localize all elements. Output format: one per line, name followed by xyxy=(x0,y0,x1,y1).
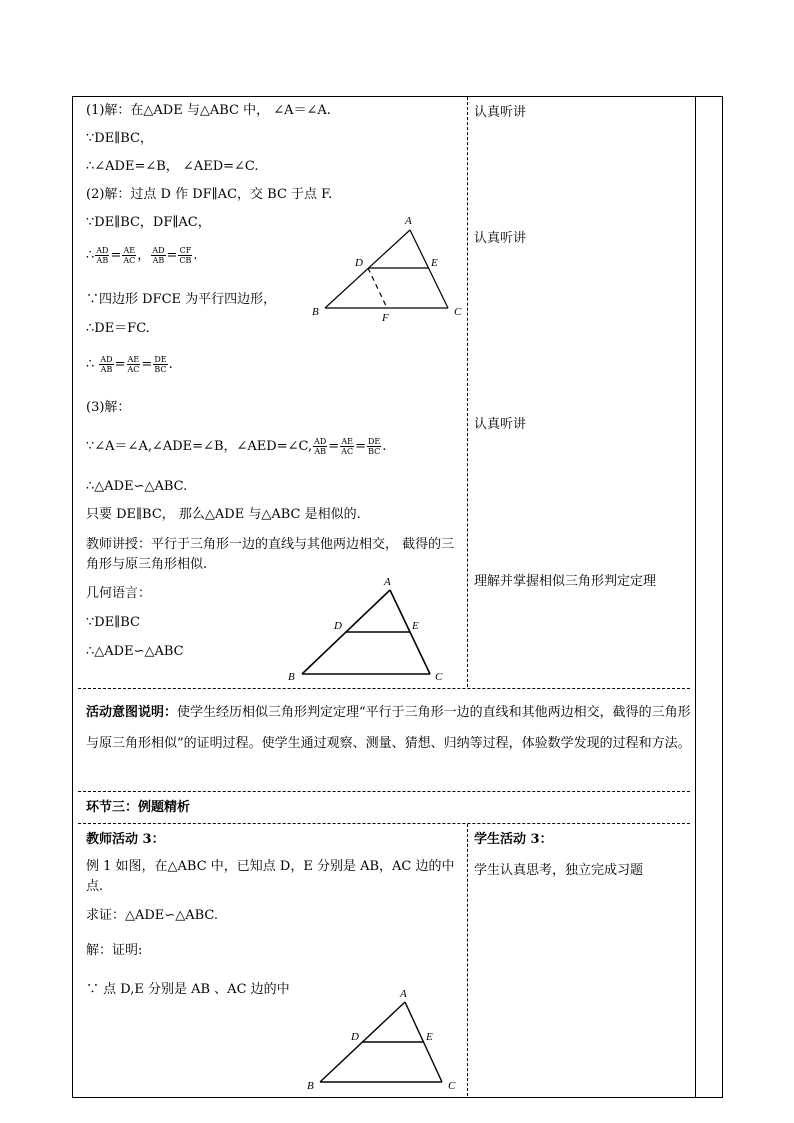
label-d: D xyxy=(355,257,363,269)
part2-intro: (2)解：过点 D 作 DF∥AC，交 BC 于点 F. xyxy=(86,187,333,202)
teacher-explanation: 教师讲授：平行于三角形一边的直线与其他两边相交， 截得的三角形与原三角形相似. xyxy=(86,537,455,572)
row-divider-2 xyxy=(78,791,690,792)
geometry-line2: ∴△ADE∽△ABC xyxy=(86,644,184,659)
fraction-ae-ac: $\frac{AE}{AC}$ xyxy=(123,246,136,265)
solution-label: 解：证明: xyxy=(86,943,143,958)
prove-statement: 求证：△ADE∽△ABC. xyxy=(86,908,218,923)
geometry-line1: ∵DE∥BC xyxy=(86,615,140,630)
section3-header: 环节三：例题精析 xyxy=(86,800,191,815)
column-divider-top xyxy=(467,97,468,687)
part3-intro: (3)解： xyxy=(86,400,131,415)
part1-line2: ∴∠ADE=∠B， ∠AED=∠C. xyxy=(86,159,259,174)
table-top-border xyxy=(72,96,723,97)
fraction-ad-ab-3: $\frac{AD}{AB}$ xyxy=(100,355,113,374)
activity-intent xyxy=(86,697,694,759)
teacher-activity-label: 教师活动 3： xyxy=(86,832,165,847)
fraction-ae-ac-3: $\frac{AE}{AC}$ xyxy=(341,437,354,456)
label-d: D xyxy=(351,1031,359,1043)
row-divider-3 xyxy=(78,823,690,824)
activity-intent-text: 使学生经历相似三角形判定定理“平行于三角形一边的直线和其他两边相交，截得的三角形与原三角形相似”的证明过程。使学生通过观察、测量、猜想、归纳等过程，体验数学发现的过程和方法。 xyxy=(86,705,691,751)
part2-line3: ∵四边形 DFCE 为平行四边形， xyxy=(86,292,277,307)
example-1-text: 例 1 如图，在△ABC 中，已知点 D，E 分别是 AB，AC 边的中点. xyxy=(86,859,455,894)
student-response-3: 认真听讲 xyxy=(474,417,527,432)
part2-line1: ∵DE∥BC，DF∥AC， xyxy=(86,215,211,230)
part3-line2: ∴△ADE∽△ABC. xyxy=(86,479,188,494)
label-a: A xyxy=(384,576,391,588)
student-response-4: 理解并掌握相似三角形判定定理 xyxy=(474,574,657,589)
activity-intent-label: 活动意图说明： xyxy=(86,705,178,720)
label-a: A xyxy=(405,215,412,227)
fraction-de-bc-2: $\frac{DE}{BC}$ xyxy=(368,437,381,456)
label-b: B xyxy=(312,306,319,318)
part2-line4: ∴DE＝FC. xyxy=(86,321,150,336)
table-bottom-border xyxy=(72,1097,723,1098)
part1-intro: (1)解：在△ADE 与△ABC 中， ∠A＝∠A. xyxy=(86,103,331,118)
label-b: B xyxy=(288,671,295,683)
label-e: E xyxy=(431,257,438,269)
geometry-language-label: 几何语言： xyxy=(86,586,152,601)
part3-line3: 只要 DE∥BC， 那么△ADE 与△ABC 是相似的. xyxy=(86,507,361,522)
outer-column-divider xyxy=(695,96,696,1098)
part3-line1: ∵∠A＝∠A,∠ADE=∠B，∠AED=∠C, $\frac{AD}{AB}$ = $\frac{AE}{AC}$ = $\frac{DE}{BC}$ . xyxy=(86,437,387,456)
label-c: C xyxy=(448,1080,456,1092)
triangle-figure-1 xyxy=(305,212,475,327)
label-b: B xyxy=(307,1080,314,1092)
label-a: A xyxy=(400,988,407,1000)
label-e: E xyxy=(426,1031,433,1043)
label-c: C xyxy=(435,671,443,683)
part1-line1: ∵DE∥BC， xyxy=(86,131,153,146)
triangle-figure-3 xyxy=(300,983,470,1093)
fraction-cf-cb: $\frac{CF}{CB}$ xyxy=(179,246,192,265)
student-activity-label: 学生活动 3： xyxy=(474,832,553,847)
label-c: C xyxy=(454,306,462,318)
therefore-symbol: ∴ xyxy=(86,248,95,263)
table-left-border xyxy=(72,96,73,1098)
label-f: F xyxy=(382,312,389,324)
fraction-de-bc: $\frac{DE}{BC}$ xyxy=(154,355,167,374)
fraction-ad-ab-4: $\frac{AD}{AB}$ xyxy=(314,437,327,456)
label-e: E xyxy=(412,620,419,632)
label-d: D xyxy=(334,620,342,632)
fraction-ae-ac-2: $\frac{AE}{AC}$ xyxy=(127,355,140,374)
triangle-figure-2 xyxy=(284,572,464,684)
since-statement: ∵ 点 D,E 分别是 AB 、AC 边的中 xyxy=(86,982,290,997)
table-right-border xyxy=(722,96,723,1098)
fraction-ad-ab: $\frac{AD}{AB}$ xyxy=(96,246,109,265)
student-response-2: 认真听讲 xyxy=(474,231,527,246)
part2-conclusion-ratio: ∴ $\frac{AD}{AB}$ = $\frac{AE}{AC}$ = $\frac{DE}{BC}$ . xyxy=(86,355,173,374)
part2-ratio-line: ∴ $\frac{AD}{AB}$ = $\frac{AE}{AC}$ ， $\frac{AD}{AB}$ = $\frac{CF}{CB}$ . xyxy=(86,246,198,265)
row-divider-1 xyxy=(78,688,690,689)
student-response-1: 认真听讲 xyxy=(474,105,527,120)
fraction-ad-ab-2: $\frac{AD}{AB}$ xyxy=(152,246,165,265)
student-activity-text: 学生认真思考，独立完成习题 xyxy=(474,863,644,878)
